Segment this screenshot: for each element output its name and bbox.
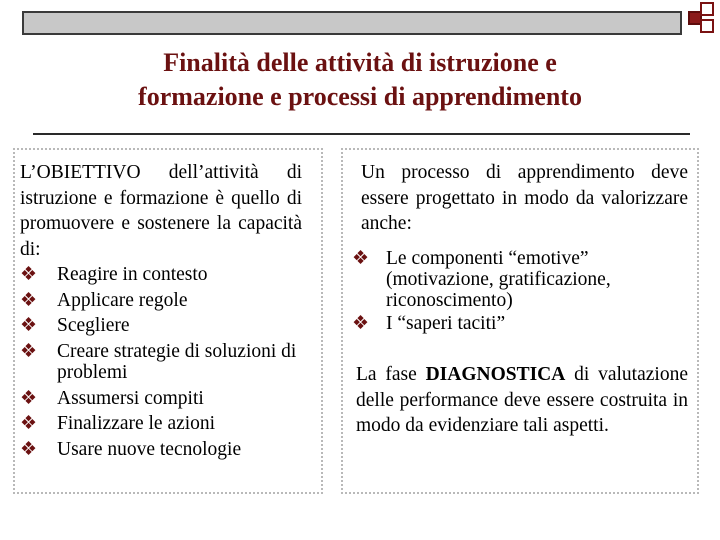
title-line-1: Finalità delle attività di istruzione e bbox=[163, 48, 557, 77]
list-item-label: Creare strategie di soluzioni di problemi bbox=[57, 340, 297, 383]
page-title bbox=[30, 46, 690, 114]
list-item bbox=[20, 288, 302, 314]
list-item bbox=[20, 411, 302, 437]
list-item-label: Finalizzare le azioni bbox=[57, 413, 216, 434]
list-item bbox=[352, 246, 688, 311]
diamond-bullet-icon: ❖ bbox=[20, 387, 38, 409]
list-item bbox=[20, 386, 302, 412]
diamond-bullet-icon: ❖ bbox=[20, 340, 38, 362]
objective-intro bbox=[20, 160, 302, 262]
diamond-bullet-icon: ❖ bbox=[20, 413, 38, 434]
diamond-bullet-icon: ❖ bbox=[352, 247, 370, 269]
objective-keyword: L’OBIETTIVO bbox=[20, 162, 141, 183]
objective-content bbox=[20, 160, 302, 462]
list-item bbox=[20, 262, 302, 288]
diamond-bullet-icon: ❖ bbox=[20, 315, 38, 336]
top-decoration-bar bbox=[22, 11, 682, 35]
list-item-label: Reagire in contesto bbox=[57, 264, 208, 285]
diamond-bullet-icon: ❖ bbox=[20, 264, 38, 285]
list-item-label: Applicare regole bbox=[57, 289, 188, 311]
process-intro: Un processo di apprendimento deve essere progettato in modo da valorizzare anche: bbox=[361, 162, 688, 234]
decor-square-outline bbox=[700, 2, 714, 16]
list-item-label: Le componenti “emotive” (motivazione, gratificazione, riconoscimento) bbox=[386, 247, 611, 311]
diagnostic-keyword: DIAGNOSTICA bbox=[425, 364, 566, 385]
list-item bbox=[20, 313, 302, 339]
objective-intro-text: dell’attività di istruzione e formazione è quello di promuovere e sostenere la capacità di: bbox=[20, 162, 302, 260]
list-item-label: Scegliere bbox=[57, 315, 130, 336]
diamond-bullet-icon: ❖ bbox=[20, 289, 38, 311]
list-item bbox=[20, 339, 302, 383]
diagnostic-pre: La fase bbox=[356, 364, 426, 385]
title-divider bbox=[33, 133, 690, 135]
decor-square-outline bbox=[700, 19, 714, 33]
list-item-label: I “saperi taciti” bbox=[386, 312, 506, 334]
process-content bbox=[352, 160, 688, 439]
diamond-bullet-icon: ❖ bbox=[352, 312, 370, 334]
diagnostic-paragraph bbox=[352, 362, 688, 439]
list-item-label: Usare nuove tecnologie bbox=[57, 438, 242, 460]
diagnostic-post: di valutazione delle performance deve essere costruita in modo da evidenziare tali aspetti. bbox=[356, 364, 688, 436]
title-line-2: formazione e processi di apprendimento bbox=[138, 82, 582, 111]
list-item bbox=[20, 437, 302, 463]
list-item-label: Assumersi compiti bbox=[57, 387, 204, 409]
diamond-bullet-icon: ❖ bbox=[20, 438, 38, 460]
list-item bbox=[352, 311, 688, 337]
